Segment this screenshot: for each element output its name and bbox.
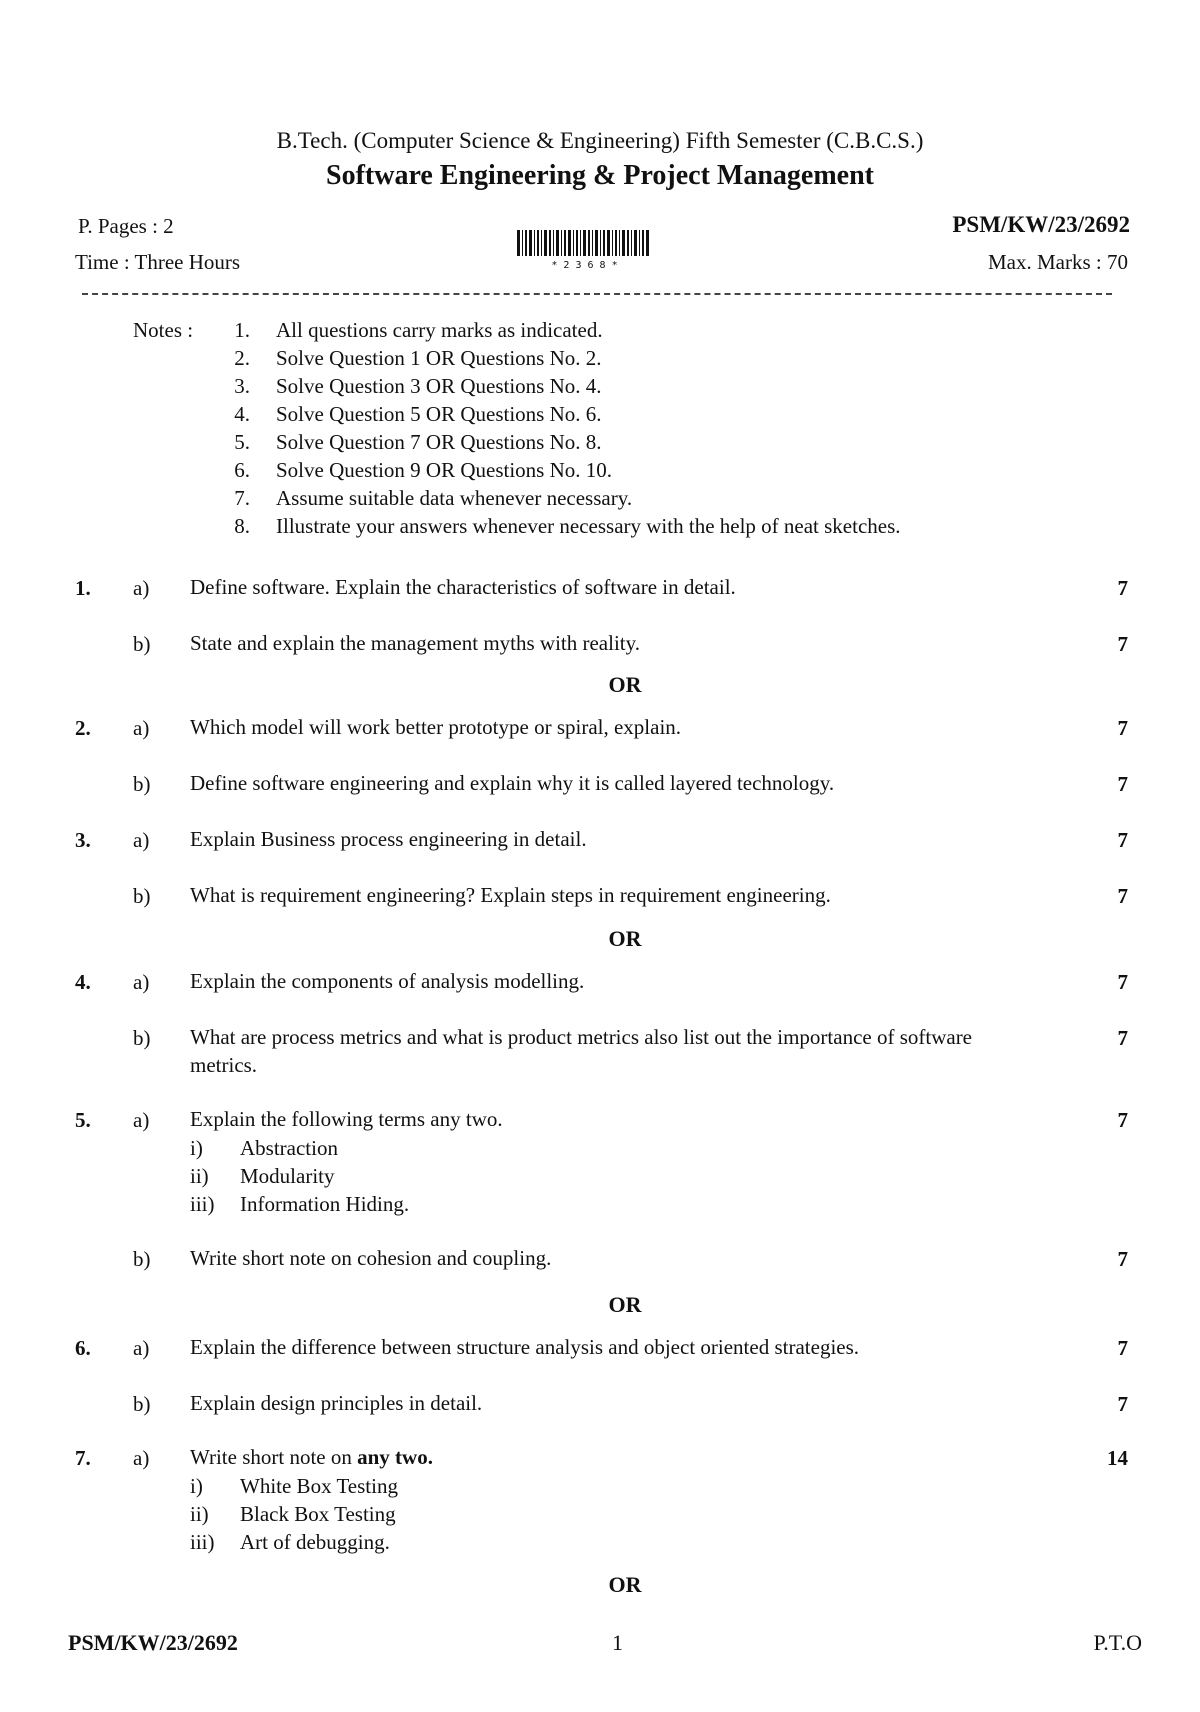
note-text: Solve Question 3 OR Questions No. 4. <box>276 374 602 398</box>
question-marks: 7 <box>1117 828 1128 852</box>
sub-item-label: ii) <box>190 1164 209 1188</box>
barcode <box>517 230 652 271</box>
question-part-label: a) <box>133 1336 150 1360</box>
question-number: 3. <box>75 828 91 852</box>
footer-paper-code: PSM/KW/23/2692 <box>68 1630 238 1655</box>
max-marks: Max. Marks : 70 <box>988 250 1128 274</box>
note-text: Illustrate your answers whenever necessary with the help of neat sketches. <box>276 514 901 538</box>
question-part-label: a) <box>133 1446 150 1470</box>
question-number: 6. <box>75 1336 91 1360</box>
sub-item-label: ii) <box>190 1502 209 1526</box>
sub-item-text: Information Hiding. <box>240 1192 410 1216</box>
note-number: 8. <box>234 514 250 538</box>
question-number: 5. <box>75 1108 91 1132</box>
or-separator: OR <box>608 1572 642 1597</box>
paper-code: PSM/KW/23/2692 <box>952 212 1130 237</box>
question-text: Explain the components of analysis modelling. <box>190 969 585 993</box>
question-text: Write short note on cohesion and coupling. <box>190 1246 552 1270</box>
question-part-label: a) <box>133 576 150 600</box>
question-text: What are process metrics and what is product metrics also list out the importance of software metrics. <box>190 1025 973 1077</box>
page-number: 1 <box>612 1630 623 1655</box>
question-part-label: b) <box>133 632 151 656</box>
question-text: Explain the difference between structure analysis and object oriented strategies. <box>190 1335 860 1359</box>
question-part-label: a) <box>133 828 150 852</box>
sub-item-text: Abstraction <box>240 1136 338 1160</box>
question-number: 4. <box>75 970 91 994</box>
question-marks: 7 <box>1117 1392 1128 1416</box>
header-divider <box>82 293 1112 295</box>
question-text: State and explain the management myths with reality. <box>190 631 641 655</box>
question-part-label: b) <box>133 884 151 908</box>
question-marks: 14 <box>1107 1446 1128 1470</box>
question-marks: 7 <box>1117 716 1128 740</box>
question-text-emphasis: any two. <box>357 1445 433 1469</box>
sub-item-label: i) <box>190 1474 203 1498</box>
question-part-label: b) <box>133 1247 151 1271</box>
note-number: 7. <box>234 486 250 510</box>
notes-label: Notes : <box>133 318 194 342</box>
question-marks: 7 <box>1117 576 1128 600</box>
subject-title: Software Engineering & Project Management <box>326 160 874 191</box>
question-part-label: a) <box>133 1108 150 1132</box>
note-text: All questions carry marks as indicated. <box>276 318 603 342</box>
question-text: Explain design principles in detail. <box>190 1391 483 1415</box>
sub-item-text: Art of debugging. <box>240 1530 390 1554</box>
question-text: Which model will work better prototype or spiral, explain. <box>190 715 682 739</box>
question-marks: 7 <box>1117 772 1128 796</box>
question-text: What is requirement engineering? Explain steps in requirement engineering. <box>190 883 831 907</box>
note-number: 1. <box>234 318 250 342</box>
question-number: 2. <box>75 716 91 740</box>
question-part-label: b) <box>133 1392 151 1416</box>
question-part-label: b) <box>133 772 151 796</box>
barcode-bars <box>517 230 652 256</box>
note-number: 2. <box>234 346 250 370</box>
or-separator: OR <box>608 672 642 697</box>
sub-item-label: iii) <box>190 1530 215 1554</box>
note-number: 6. <box>234 458 250 482</box>
or-separator: OR <box>608 1292 642 1317</box>
note-number: 5. <box>234 430 250 454</box>
note-text: Assume suitable data whenever necessary. <box>276 486 633 510</box>
note-text: Solve Question 9 OR Questions No. 10. <box>276 458 612 482</box>
note-number: 3. <box>234 374 250 398</box>
exam-time: Time : Three Hours <box>75 250 241 274</box>
question-part-label: b) <box>133 1026 151 1050</box>
question-text: Define software engineering and explain why it is called layered technology. <box>190 771 835 795</box>
question-marks: 7 <box>1117 1336 1128 1360</box>
page-count: P. Pages : 2 <box>78 214 174 238</box>
question-marks: 7 <box>1117 1108 1128 1132</box>
course-title: B.Tech. (Computer Science & Engineering) Fifth Semester (C.B.C.S.) <box>276 128 924 153</box>
note-text: Solve Question 5 OR Questions No. 6. <box>276 402 602 426</box>
sub-item-label: i) <box>190 1136 203 1160</box>
question-part-label: a) <box>133 716 150 740</box>
sub-item-text: Modularity <box>240 1164 335 1188</box>
sub-item-text: Black Box Testing <box>240 1502 396 1526</box>
sub-item-label: iii) <box>190 1192 215 1216</box>
question-marks: 7 <box>1117 970 1128 994</box>
barcode-number: * 2 3 6 8 * <box>551 260 618 271</box>
question-text: Define software. Explain the characteristics of software in detail. <box>190 575 736 599</box>
question-number: 7. <box>75 1446 91 1470</box>
question-text <box>190 1443 1010 1471</box>
question-part-label: a) <box>133 970 150 994</box>
note-number: 4. <box>234 402 250 426</box>
question-text: Explain the following terms any two. <box>190 1107 503 1131</box>
please-turn-over: P.T.O <box>1093 1630 1142 1655</box>
or-separator: OR <box>608 926 642 951</box>
question-marks: 7 <box>1117 884 1128 908</box>
note-text: Solve Question 1 OR Questions No. 2. <box>276 346 602 370</box>
question-marks: 7 <box>1117 1026 1128 1050</box>
sub-item-text: White Box Testing <box>240 1474 398 1498</box>
note-text: Solve Question 7 OR Questions No. 8. <box>276 430 602 454</box>
question-text-prefix: Write short note on <box>190 1445 358 1469</box>
question-text: Explain Business process engineering in detail. <box>190 827 587 851</box>
question-marks: 7 <box>1117 1247 1128 1271</box>
question-number: 1. <box>75 576 91 600</box>
question-marks: 7 <box>1117 632 1128 656</box>
